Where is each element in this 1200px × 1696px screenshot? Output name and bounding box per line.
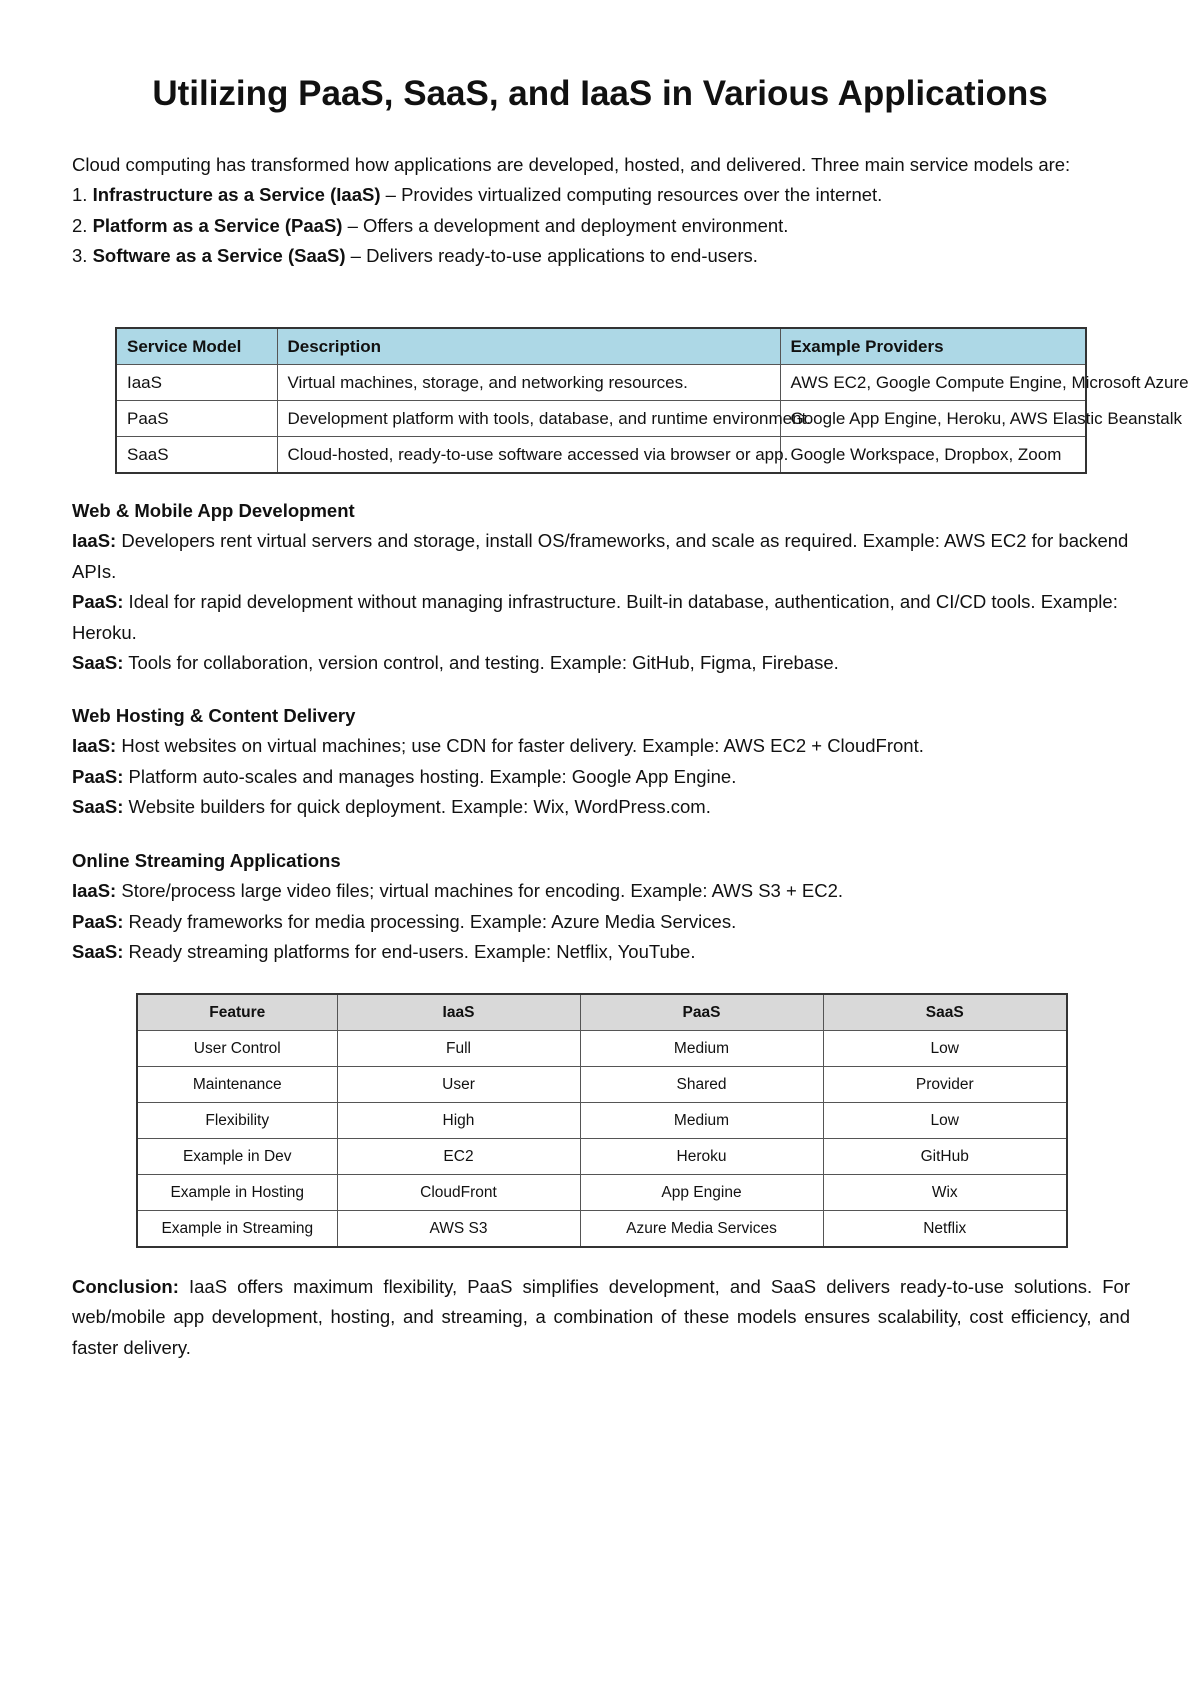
cell-paas: Azure Media Services <box>580 1211 823 1248</box>
table-row <box>137 1103 1067 1139</box>
section-heading <box>72 846 1130 876</box>
cell-iaas: User <box>337 1067 580 1103</box>
section-item <box>72 587 1130 648</box>
item-label: SaaS: <box>72 941 124 963</box>
model-item-iaas <box>72 180 1130 210</box>
section-item <box>72 526 1130 587</box>
section-item <box>72 792 1130 822</box>
model-item-saas <box>72 241 1130 271</box>
item-label: IaaS: <box>72 880 117 902</box>
table-row <box>137 1067 1067 1103</box>
cell-description: Development platform with tools, database, and runtime environment. <box>277 401 780 437</box>
section-online-streaming <box>72 846 1130 968</box>
header-service-model: Service Model <box>116 328 277 365</box>
item-text: Developers rent virtual servers and storage, install OS/frameworks, and scale as required. Example: AWS EC2 for backend APIs. <box>72 530 1129 582</box>
section-item <box>72 937 1130 967</box>
item-text: Ready streaming platforms for end-users. Example: Netflix, YouTube. <box>123 941 696 963</box>
item-text: Platform auto-scales and manages hosting. Example: Google App Engine. <box>123 765 737 787</box>
cell-saas: Wix <box>823 1175 1067 1211</box>
cell-feature: Example in Hosting <box>137 1175 337 1211</box>
service-model-table <box>115 327 1189 474</box>
item-text: Website builders for quick deployment. Example: Wix, WordPress.com. <box>123 796 711 818</box>
cell-paas: Heroku <box>580 1139 823 1175</box>
section-web-hosting <box>72 701 1130 823</box>
cell-saas: Low <box>823 1103 1067 1139</box>
cell-iaas: AWS S3 <box>337 1211 580 1248</box>
cell-feature: Flexibility <box>137 1103 337 1139</box>
cell-iaas: High <box>337 1103 580 1139</box>
model-name: Platform as a Service (PaaS) <box>92 214 343 236</box>
conclusion-section <box>72 1272 1130 1363</box>
section-item <box>72 762 1130 792</box>
header-example-providers: Example Providers <box>780 328 1086 365</box>
header-paas: PaaS <box>580 994 823 1031</box>
item-text: Ready frameworks for media processing. Example: Azure Media Services. <box>123 910 737 932</box>
cell-description: Cloud-hosted, ready-to-use software accessed via browser or app. <box>277 437 780 474</box>
model-desc: – Delivers ready-to-use applications to end-users. <box>345 245 758 267</box>
item-label: IaaS: <box>72 530 117 552</box>
cell-saas: Provider <box>823 1067 1067 1103</box>
cell-iaas: CloudFront <box>337 1175 580 1211</box>
model-number: 2. <box>72 214 88 236</box>
cell-saas: Netflix <box>823 1211 1067 1248</box>
header-description: Description <box>277 328 780 365</box>
model-name: Infrastructure as a Service (IaaS) <box>92 184 381 206</box>
item-text: Ideal for rapid development without managing infrastructure. Built-in database, authentication, and CI/CD tools. Example: Heroku. <box>72 591 1118 643</box>
cell-model: SaaS <box>116 437 277 474</box>
cell-feature: Example in Dev <box>137 1139 337 1175</box>
page-title: Utilizing PaaS, SaaS, and IaaS in Various Applications <box>152 74 1048 113</box>
cell-feature: Example in Streaming <box>137 1211 337 1248</box>
section-item <box>72 648 1130 678</box>
cell-feature: Maintenance <box>137 1067 337 1103</box>
item-label: IaaS: <box>72 735 117 757</box>
intro-paragraph: Cloud computing has transformed how applications are developed, hosted, and delivered. Three main service models are: <box>72 154 1071 175</box>
cell-model: IaaS <box>116 365 277 401</box>
header-saas: SaaS <box>823 994 1067 1031</box>
table-header-row <box>116 328 1086 365</box>
table-row <box>116 365 1086 401</box>
section-heading <box>72 701 1130 731</box>
section-heading <box>72 496 1130 526</box>
section-item <box>72 731 1130 761</box>
cell-paas: Medium <box>580 1103 823 1139</box>
header-feature: Feature <box>137 994 337 1031</box>
section-heading-text: Web Hosting & Content Delivery <box>72 705 356 726</box>
model-name: Software as a Service (SaaS) <box>92 245 346 267</box>
cell-paas: Shared <box>580 1067 823 1103</box>
cell-model: PaaS <box>116 401 277 437</box>
cell-saas: GitHub <box>823 1139 1067 1175</box>
table-row <box>137 1175 1067 1211</box>
item-text: Host websites on virtual machines; use CDN for faster delivery. Example: AWS EC2 + CloudFront. <box>116 735 924 757</box>
cell-providers: AWS EC2, Google Compute Engine, Microsoft Azure <box>780 365 1086 401</box>
table-row <box>116 437 1086 474</box>
model-number: 3. <box>72 245 88 267</box>
cell-description: Virtual machines, storage, and networking resources. <box>277 365 780 401</box>
cell-iaas: Full <box>337 1031 580 1067</box>
item-label: PaaS: <box>72 765 124 787</box>
conclusion-text: IaaS offers maximum flexibility, PaaS simplifies development, and SaaS delivers ready-to-use solutions. For web/mobile app development, hosting, and streaming, a combination of these models ensures scalability, cost efficiency, and faster delivery. <box>72 1276 1130 1358</box>
model-desc: – Offers a development and deployment environment. <box>342 214 789 236</box>
item-label: SaaS: <box>72 796 124 818</box>
model-item-paas <box>72 211 1130 241</box>
conclusion-label: Conclusion: <box>72 1276 179 1297</box>
cell-feature: User Control <box>137 1031 337 1067</box>
cell-iaas: EC2 <box>337 1139 580 1175</box>
model-desc: – Provides virtualized computing resources over the internet. <box>380 184 883 206</box>
header-iaas: IaaS <box>337 994 580 1031</box>
cell-paas: App Engine <box>580 1175 823 1211</box>
cell-paas: Medium <box>580 1031 823 1067</box>
model-number: 1. <box>72 184 88 206</box>
section-heading-text: Web & Mobile App Development <box>72 500 355 521</box>
cell-providers: Google Workspace, Dropbox, Zoom <box>780 437 1086 474</box>
section-item <box>72 907 1130 937</box>
section-item <box>72 876 1130 906</box>
section-web-mobile-dev <box>72 496 1130 678</box>
item-label: PaaS: <box>72 591 124 613</box>
item-text: Tools for collaboration, version control, and testing. Example: GitHub, Figma, Firebase. <box>123 652 839 674</box>
comparison-table <box>136 993 1068 1248</box>
conclusion-paragraph <box>72 1272 1130 1363</box>
table-row <box>137 1211 1067 1248</box>
table-header-row <box>137 994 1067 1031</box>
item-text: Store/process large video files; virtual machines for encoding. Example: AWS S3 + EC2. <box>116 880 844 902</box>
cell-providers: Google App Engine, Heroku, AWS Elastic Beanstalk <box>780 401 1086 437</box>
table-row <box>116 401 1086 437</box>
intro-section <box>72 150 1130 272</box>
section-heading-text: Online Streaming Applications <box>72 850 341 871</box>
cell-saas: Low <box>823 1031 1067 1067</box>
item-label: SaaS: <box>72 652 124 674</box>
item-label: PaaS: <box>72 910 124 932</box>
table-row <box>137 1031 1067 1067</box>
table-row <box>137 1139 1067 1175</box>
